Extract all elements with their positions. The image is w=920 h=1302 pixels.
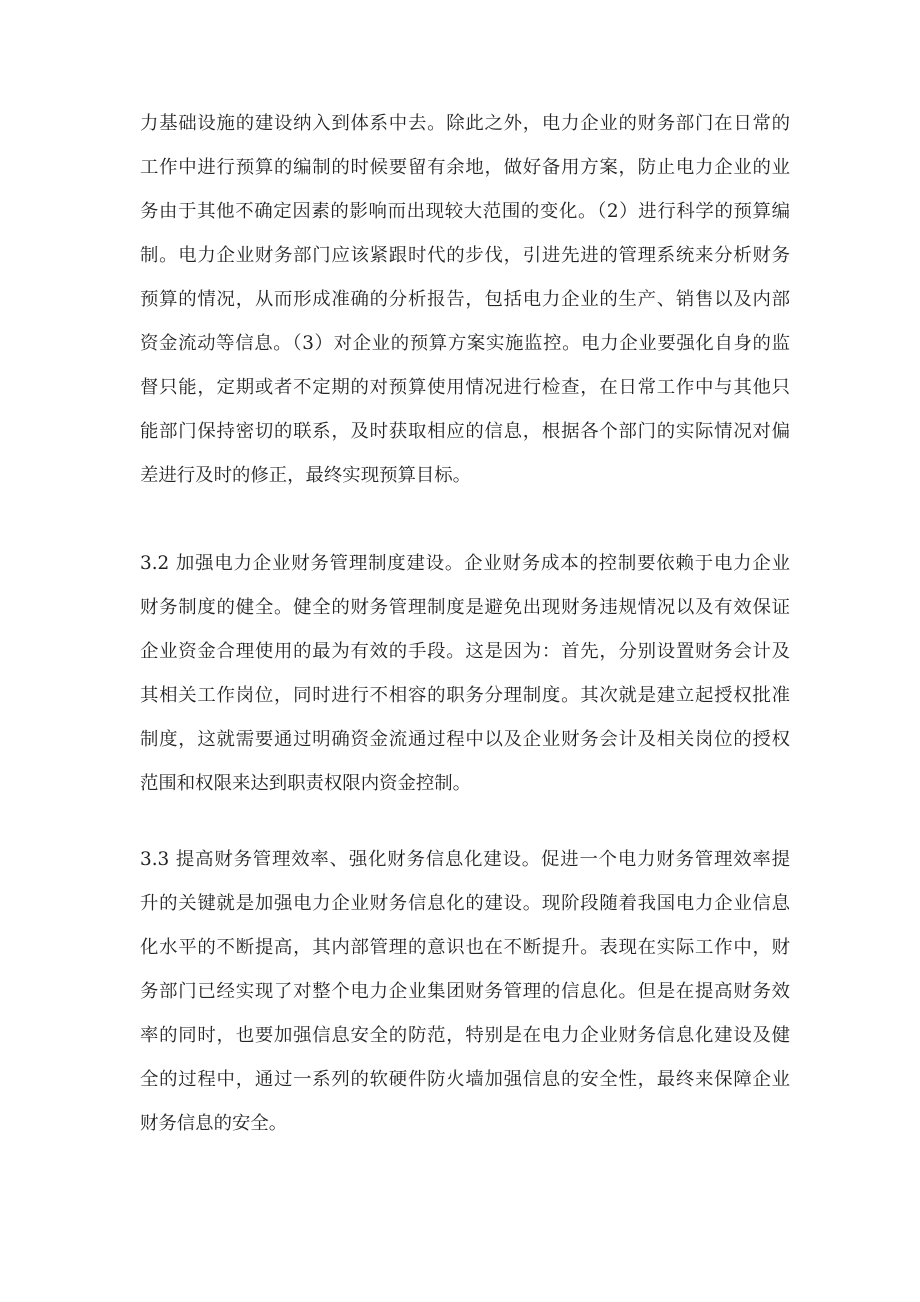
text-line: 化水平的不断提高，其内部管理的意识也在不断提升。表现在实际工作中，财: [140, 937, 790, 958]
section-heading-line: 3.2 加强电力企业财务管理制度建设。企业财务成本的控制要依赖于电力企业: [140, 553, 790, 574]
text-line: 能部门保持密切的联系，及时获取相应的信息，根据各个部门的实际情况对偏: [140, 421, 790, 442]
text-line: 差进行及时的修正，最终实现预算目标。: [140, 465, 472, 486]
text-line: 力基础设施的建设纳入到体系中去。除此之外，电力企业的财务部门在日常的: [140, 113, 790, 134]
text-line: 率的同时，也要加强信息安全的防范，特别是在电力企业财务信息化建设及健: [140, 1025, 790, 1046]
text-line: 财务信息的安全。: [140, 1113, 288, 1134]
text-line: 制。电力企业财务部门应该紧跟时代的步伐，引进先进的管理系统来分析财务: [140, 245, 790, 266]
text-line: 务由于其他不确定因素的影响而出现较大范围的变化。（2）进行科学的预算编: [140, 201, 790, 222]
text-line: 范围和权限来达到职责权限内资金控制。: [140, 773, 472, 794]
section-heading-line: 3.3 提高财务管理效率、强化财务信息化建设。促进一个电力财务管理效率提: [140, 849, 790, 870]
text-line: 工作中进行预算的编制的时候要留有余地，做好备用方案，防止电力企业的业: [140, 157, 790, 178]
text-line: 资金流动等信息。（3）对企业的预算方案实施监控。电力企业要强化自身的监: [140, 333, 790, 354]
text-line: 企业资金合理使用的最为有效的手段。这是因为：首先，分别设置财务会计及: [140, 641, 790, 662]
paragraph-section-3-2: [140, 542, 790, 806]
paragraph-section-3-3: [140, 838, 790, 1146]
paragraph-budget-management: [140, 102, 790, 498]
text-line: 其相关工作岗位，同时进行不相容的职务分理制度。其次就是建立起授权批准: [140, 685, 790, 706]
text-line: 务部门已经实现了对整个电力企业集团财务管理的信息化。但是在提高财务效: [140, 981, 790, 1002]
text-line: 预算的情况，从而形成准确的分析报告，包括电力企业的生产、销售以及内部: [140, 289, 790, 310]
text-line: 全的过程中，通过一系列的软硬件防火墙加强信息的安全性，最终来保障企业: [140, 1069, 790, 1090]
text-line: 升的关键就是加强电力企业财务信息化的建设。现阶段随着我国电力企业信息: [140, 893, 790, 914]
text-line: 制度，这就需要通过明确资金流通过程中以及企业财务会计及相关岗位的授权: [140, 729, 790, 750]
text-line: 督只能，定期或者不定期的对预算使用情况进行检查，在日常工作中与其他只: [140, 377, 790, 398]
text-line: 财务制度的健全。健全的财务管理制度是避免出现财务违规情况以及有效保证: [140, 597, 790, 618]
